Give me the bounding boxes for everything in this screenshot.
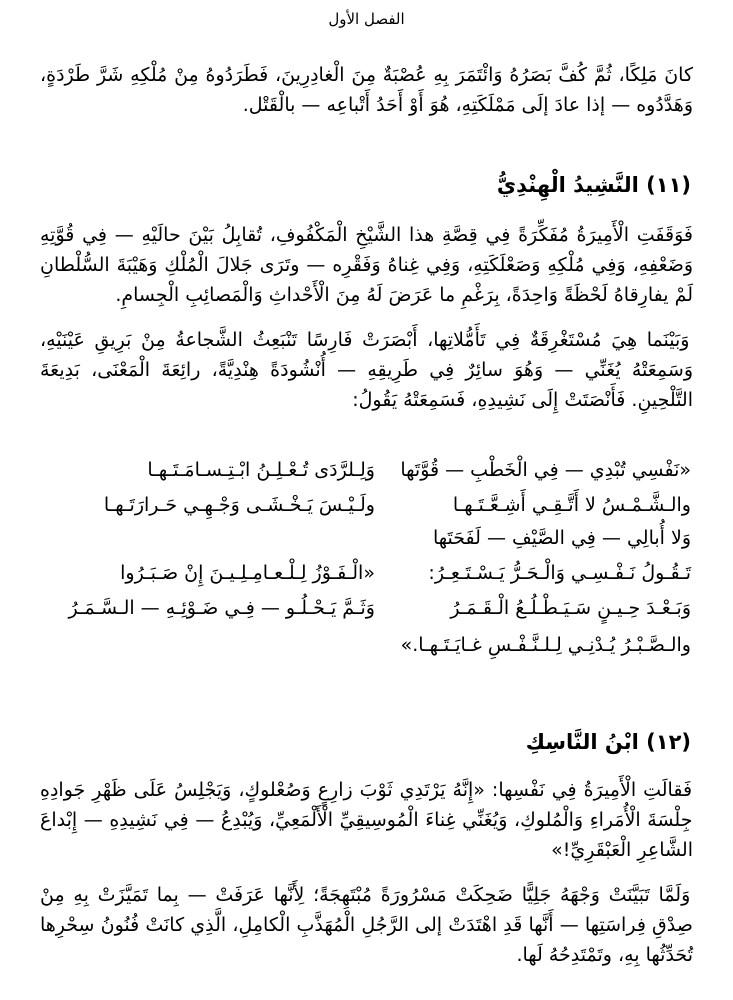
poem-hemistich-right: والـشَّـمْـسُ لا أَتَّـقِـي أَشِـعَّـتَـهـا	[452, 494, 691, 516]
poem-verse	[45, 455, 691, 485]
poem-verse-single: وَلا أُبالِي — فِي الصَّيْفِ — لَفَحَتَها	[432, 527, 691, 549]
poem-verse	[45, 490, 691, 520]
poem-hemistich-right: وَبَـعْـدَ حِـيـنٍ سَـيَـطْـلُـعُ الْـقَـمَـرُ	[450, 597, 691, 619]
poem-hemistich-right: تَـقُـولُ نَـفْـسِـي وَالْـحَـرُّ يَـسْـتَـعِـرُ:	[428, 562, 691, 584]
chapter-running-header: الفصل الأول	[328, 10, 405, 28]
section-11-paragraph-1	[40, 220, 693, 310]
poem-verse	[45, 558, 691, 588]
poem-verse	[45, 593, 691, 623]
text-line: فَقالَتِ الْأَمِيرَةُ فِي نَفْسِها: «إِنَّهُ يَرْتَدِي ثَوْبَ زارِعٍ وَصُعْلوكٍ، وَيَجْلِسُ عَلَى ظَهْرِ جَوادِهِ	[40, 779, 693, 801]
section-11-paragraph-2	[40, 325, 693, 415]
text-line: جِلْسَةَ الْأُمَراءِ وَالْمُلوكِ، وَيُغَنِّي غِناءَ الْمُوسِيقِيِّ الْأَلْمَعِيِّ، وَيُبْدِعُ — فِي نَشِيدِهِ — إِبْداعَ	[40, 809, 693, 831]
text-line: وَلَمَّا تَبَيَّنَتْ وَجْهَهُ جَلِيًّا ضَحِكَتْ مَسْرُورَةً مُبْتَهِجَةً؛ لِأَنَّها عَرَفَتْ — بِما تَمَيَّزَتْ بِهِ مِنْ	[40, 884, 691, 906]
poem-hemistich-left: وَثَـمَّ يَـحْـلُـو — فِـي ضَـوْئِـهِ — الـسَّـمَـرُ	[68, 597, 375, 619]
section-heading-11: (١١) النَّشِيدُ الْهِنْدِيُّ	[496, 173, 691, 197]
poem-hemistich-left: وَلِـلرَّدَى تُـعْـلِـنُ ابْـتِـسـامَـتَـهـا	[147, 459, 375, 481]
text-line: تُحَدِّثُها بِهِ، وتَمْتَدِحُهُ لَها.	[516, 944, 693, 966]
text-line: فَوَقَفَتِ الْأَمِيرَةُ مُفَكِّرَةً فِي قِصَّةِ هذا الشَّيْخِ الْمَكْفُوفِ، تُقابِلُ بَيْنَ حالَيْهِ — فِي قُوَّتِهِ وَضَعْفِهِ،	[40, 224, 694, 276]
poem-hemistich-right: «نَفْسِي تُبْدِي — فِي الْخَطْبِ — قُوَّتَها	[400, 459, 691, 481]
poem-hemistich-left: ولَـيْـسَ يَـخْـشَـى وَجْـهِـي حَـرارَتَـهـا	[103, 494, 375, 516]
poem-verse-single: والـصَّـبْـرُ يُـدْنِـي لِـلـنَّـفْـسِ غـايَـتَـهـا.»	[400, 634, 691, 656]
section-heading-12: (١٢) ابْنُ النَّاسِكِ	[525, 730, 691, 754]
text-line: وَفِي مُلْكِهِ وَصَعْلَكَتِهِ، وَفِي غِناهُ وَفَقْرِه — وتَرَى جَلالَ الْمُلْكِ وَهَيْبَةَ السُّلْطانِ لَمْ يفارِقاهُ	[40, 254, 693, 306]
text-line: وَسَمِعَتْهُ يُغَنِّي — وَهُوَ سائِرٌ فِي طَرِيقِهِ — أُنْشُودَةً هِنْدِيَّةً، رائِعَةَ الْمَعْنَى، بَدِيعَةَ التَّلْحِينِ.	[40, 359, 693, 411]
section-12-paragraph-2	[40, 880, 693, 970]
text-line: فَأَنْصَتَتْ إِلَى نَشِيدِهِ، فَسَمِعَتْهُ يَقُولُ:	[352, 389, 626, 411]
text-line: كانَ مَلِكًا، ثُمَّ كُفَّ بَصَرُهُ وَائْتَمَرَ بِهِ عُصْبَةٌ مِنَ الْغادِرِينَ، فَطَرَدُوهُ مِنْ مُلْكِهِ شَرَّ	[90, 64, 693, 86]
intro-paragraph	[40, 60, 693, 120]
text-line: صِدْقِ فِراسَتِها — أَنَّها قَدِ اهْتَدَتْ إلى الرَّجُلِ الْمُهَذَّبِ الْكامِلِ، الَّذِي كانَتْ فُنُونُ سِحْرِها	[40, 914, 693, 936]
section-12-paragraph-1	[40, 775, 693, 865]
text-line: وَبَيْنَما هِيَ مُسْتَغْرِقَةٌ فِي تَأَمُّلاتِها، أَبْصَرَتْ فَارِسًا تَنْبَعِثُ الشَّجاعةُ مِنْ بَرِيقِ عَيْنَيْهِ،	[40, 329, 690, 351]
text-line: لَحْظَةً وَاحِدَةً، بِرَغْمِ ما عَرَضَ لَهُ مِنَ الْأَحْداثِ وَالْمَصائِبِ الْجِسامِ.	[115, 284, 608, 306]
poem-hemistich-left: «الْـفَـوْزُ لِـلْـعـامِـلِـيـنَ إِنْ صَـبَـرُوا	[120, 562, 375, 584]
text-line: طَرْدَةٍ، وَهَدَّدُوه — إذا عادَ إلَى مَمْلَكَتِهِ، هُوَ أَوْ أَحَدُ أَتْباعِه — بالْقَتْل.	[40, 64, 693, 116]
text-line: الشَّاعِرِ الْعَبْقَرِيِّ!»	[551, 839, 693, 861]
